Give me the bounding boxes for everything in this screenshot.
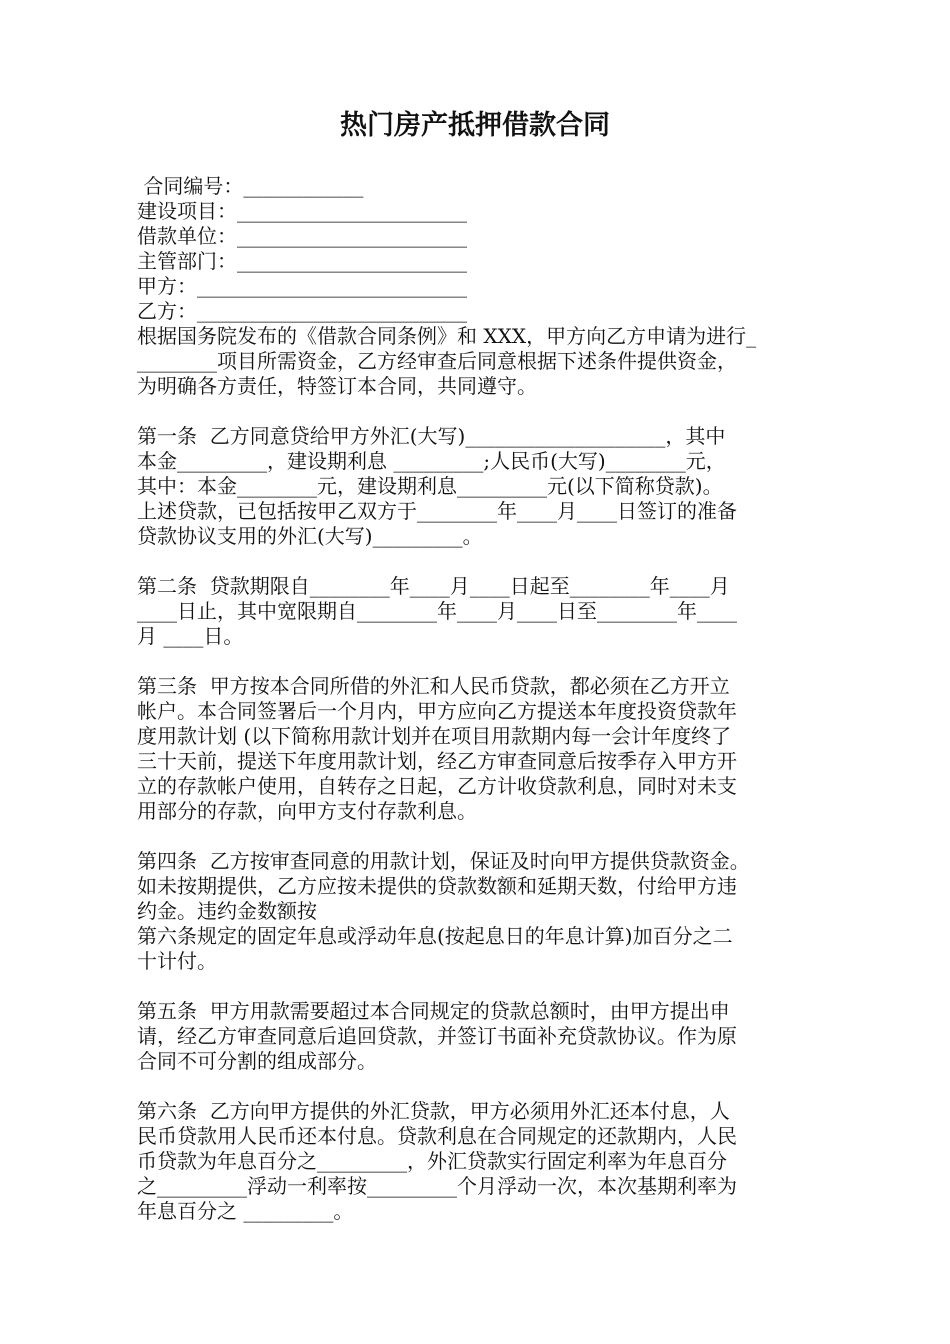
article-line: 三十天前，提送下年度用款计划，经乙方审查同意后按季存入甲方开 — [137, 749, 737, 773]
article-line: 本金_________，建设期利息 _________;人民币(大写)________元， — [137, 449, 726, 473]
article-line: 如未按期提供，乙方应按未提供的贷款数额和延期天数，付给甲方违 — [137, 874, 737, 898]
article-1 — [137, 424, 827, 549]
article-4 — [137, 849, 827, 974]
preamble-line: ________项目所需资金，乙方经审查后同意根据下述条件提供资金， — [137, 349, 737, 373]
article-line: 币贷款为年息百分之_________，外汇贷款实行固定利率为年息百分 — [137, 1149, 727, 1173]
article-line: 度用款计划 (以下简称用款计划并在项目用款期内每一会计年度终了 — [137, 724, 732, 748]
article-line: 立的存款帐户使用，自转存之日起，乙方计收贷款利息，同时对未支 — [137, 774, 737, 798]
article-line: 第二条 贷款期限自________年____月____日起至________年____月 — [137, 574, 730, 598]
article-line: 月 ____日。 — [137, 624, 244, 648]
article-line: 其中：本金________元，建设期利息_________元(以下简称贷款)。 — [137, 474, 723, 498]
article-line: 第三条 甲方按本合同所借的外汇和人民币贷款，都必须在乙方开立 — [137, 674, 730, 698]
document-title: 热门房产抵押借款合同 — [340, 110, 610, 141]
article-line: 第六条 乙方向甲方提供的外汇贷款，甲方必须用外汇还本付息，人 — [137, 1099, 730, 1123]
article-line: 第五条 甲方用款需要超过本合同规定的贷款总额时，由甲方提出申 — [137, 999, 730, 1023]
article-line: 用部分的存款，向甲方支付存款利息。 — [137, 799, 477, 823]
article-line: 合同不可分割的组成部分。 — [137, 1049, 377, 1073]
paragraph-spacer — [137, 824, 827, 849]
paragraph-spacer — [137, 649, 827, 674]
article-line: 帐户。本合同签署后一个月内，甲方应向乙方提送本年度投资贷款年 — [137, 699, 737, 723]
paragraph-spacer — [137, 1074, 827, 1099]
article-line: 上述贷款，已包括按甲乙双方于________年____月____日签订的准备 — [137, 499, 737, 523]
article-line: 第六条规定的固定年息或浮动年息(按起息日的年息计算)加百分之二 — [137, 924, 733, 948]
article-3 — [137, 674, 827, 824]
article-5 — [137, 999, 827, 1074]
project-field: 建设项目：_______________________ — [137, 199, 467, 223]
article-2 — [137, 574, 827, 649]
article-line: 之_________浮动一利率按_________个月浮动一次，本次基期利率为 — [137, 1174, 737, 1198]
contract-number-field: 合同编号：____________ — [137, 174, 364, 198]
borrower-field: 借款单位：_______________________ — [137, 224, 467, 248]
article-line: 贷款协议支用的外汇(大写)_________。 — [137, 524, 483, 548]
party-b-field: 乙方：___________________________ — [137, 299, 467, 323]
article-line: ____日止，其中宽限期自________年____月____日至________年____ — [137, 599, 737, 623]
preamble — [137, 324, 827, 399]
preamble-line: 为明确各方责任，特签订本合同，共同遵守。 — [137, 374, 537, 398]
header-fields — [137, 174, 827, 324]
article-line: 十计付。 — [137, 949, 217, 973]
paragraph-spacer — [137, 974, 827, 999]
article-line: 第一条 乙方同意贷给甲方外汇(大写)____________________，其中 — [137, 424, 726, 448]
party-a-field: 甲方：___________________________ — [137, 274, 467, 298]
article-6 — [137, 1099, 827, 1224]
article-line: 第四条 乙方按审查同意的用款计划，保证及时向甲方提供贷款资金。 — [137, 849, 750, 873]
document-body — [137, 174, 827, 1224]
preamble-line: 根据国务院发布的《借款合同条例》和 XXX，甲方向乙方申请为进行_ — [137, 324, 757, 348]
article-line: 约金。违约金数额按 — [137, 899, 317, 923]
department-field: 主管部门：_______________________ — [137, 249, 467, 273]
paragraph-spacer — [137, 549, 827, 574]
article-line: 请，经乙方审查同意后追回贷款，并签订书面补充贷款协议。作为原 — [137, 1024, 737, 1048]
paragraph-spacer — [137, 399, 827, 424]
article-line: 民币贷款用人民币还本付息。贷款利息在合同规定的还款期内，人民 — [137, 1124, 737, 1148]
article-line: 年息百分之 _________。 — [137, 1199, 354, 1223]
